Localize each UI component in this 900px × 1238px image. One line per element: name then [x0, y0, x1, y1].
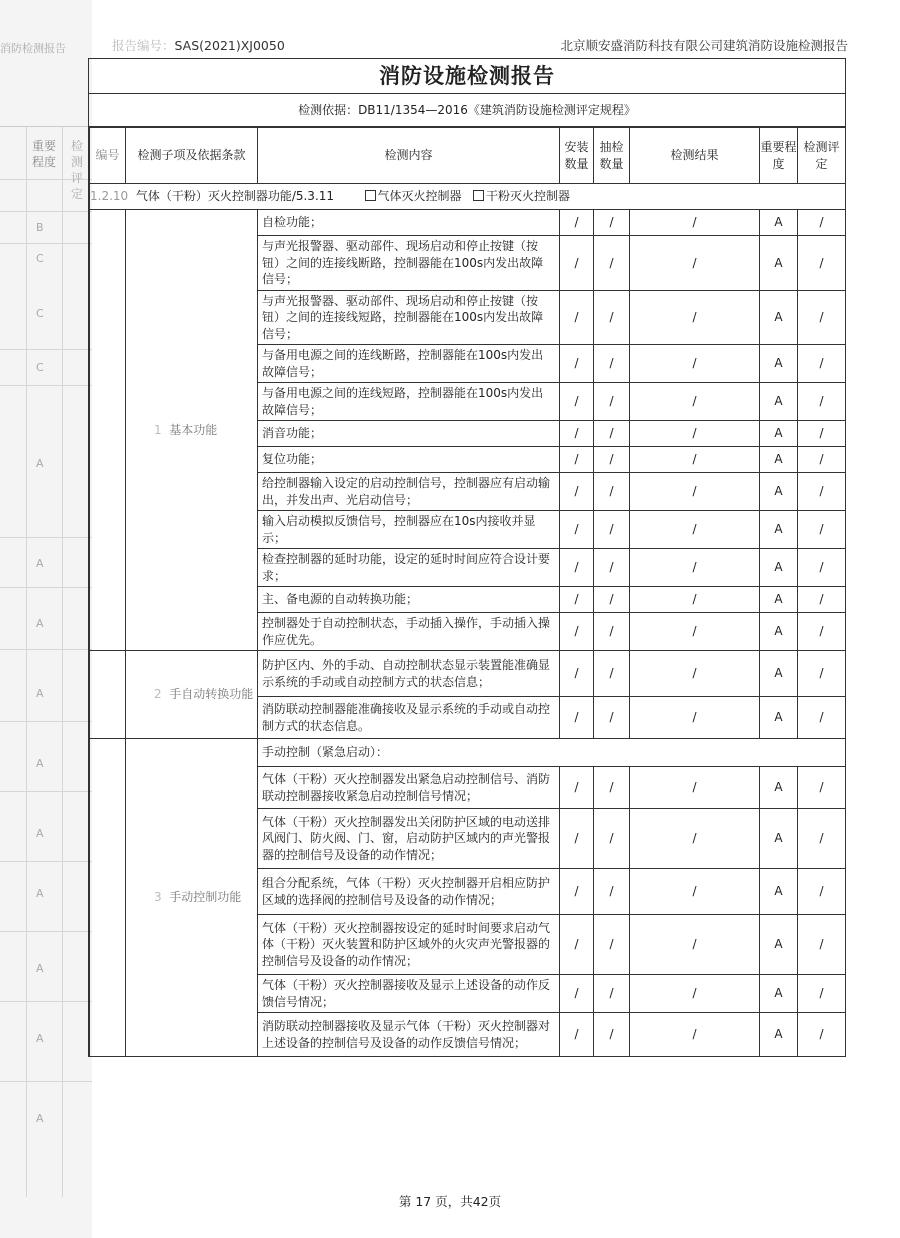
sample-qty-cell: / [594, 290, 630, 345]
install-qty-cell: / [560, 345, 594, 383]
sample-qty-cell: / [594, 1013, 630, 1057]
sample-qty-cell: / [594, 697, 630, 739]
ghost-grade: B [36, 221, 44, 234]
result-cell: / [630, 473, 760, 511]
rating-cell: / [798, 869, 846, 915]
ghost-row-line [0, 861, 92, 862]
checkbox-powder[interactable] [473, 190, 484, 201]
sub-item-label: 手动控制功能 [169, 890, 242, 905]
col-rating: 检测评定 [798, 128, 846, 184]
ghost-row-line [0, 1081, 92, 1082]
col-install-qty: 安装数量 [560, 128, 594, 184]
sub-item-number: 2 [154, 687, 162, 702]
rating-cell: / [798, 651, 846, 697]
col-importance: 重要程度 [760, 128, 798, 184]
ghost-row-line [0, 349, 92, 350]
importance-cell: A [760, 587, 798, 613]
importance-cell: A [760, 767, 798, 809]
result-cell: / [630, 236, 760, 291]
install-qty-cell: / [560, 915, 594, 975]
content-cell: 给控制器输入设定的启动控制信号，控制器应有启动输出，并发出声、光启动信号； [258, 473, 560, 511]
sub-item-number: 3 [154, 890, 162, 905]
sample-qty-cell: / [594, 383, 630, 421]
importance-cell: A [760, 809, 798, 869]
seq-cell [90, 651, 126, 739]
content-cell: 组合分配系统，气体（干粉）灭火控制器开启相应防护区域的选择阀的控制信号及设备的动作情况； [258, 869, 560, 915]
rating-cell: / [798, 236, 846, 291]
result-cell: / [630, 651, 760, 697]
result-cell: / [630, 975, 760, 1013]
install-qty-cell: / [560, 210, 594, 236]
content-cell: 气体（干粉）灭火控制器发出紧急启动控制信号、消防联动控制器接收紧急启动控制信号情况； [258, 767, 560, 809]
item-code: 1.2.10 [90, 189, 129, 204]
install-qty-cell: / [560, 447, 594, 473]
importance-cell: A [760, 383, 798, 421]
seq-cell [90, 210, 126, 651]
seq-cell [90, 739, 126, 1057]
ghost-grade: C [36, 307, 44, 320]
importance-cell: A [760, 345, 798, 383]
table-row [90, 651, 846, 697]
result-cell: / [630, 290, 760, 345]
report-number-label: 报告编号： [112, 38, 175, 53]
rating-cell: / [798, 975, 846, 1013]
install-qty-cell: / [560, 511, 594, 549]
table-row [90, 739, 846, 767]
ghost-importance-header: 重要程度 [31, 139, 56, 169]
result-cell: / [630, 383, 760, 421]
rating-cell: / [798, 697, 846, 739]
ghost-row-line [0, 587, 92, 588]
ghost-header: 消防检测报告 [0, 42, 66, 55]
ghost-row-line [0, 537, 92, 538]
result-cell: / [630, 869, 760, 915]
ghost-row-line [0, 931, 92, 932]
install-qty-cell: / [560, 473, 594, 511]
importance-cell: A [760, 869, 798, 915]
importance-cell: A [760, 549, 798, 587]
ghost-grade: A [36, 962, 44, 975]
result-cell: / [630, 511, 760, 549]
item-name: 气体（干粉）灭火控制器功能/5.3.11 [135, 189, 335, 204]
result-cell: / [630, 613, 760, 651]
importance-cell: A [760, 613, 798, 651]
report-title: 消防设施检测报告 [89, 59, 845, 94]
content-cell: 主、备电源的自动转换功能； [258, 587, 560, 613]
rating-cell: / [798, 345, 846, 383]
option-powder-label: 干粉灭火控制器 [486, 189, 571, 204]
rating-cell: / [798, 767, 846, 809]
sub-item-label: 手自动转换功能 [169, 687, 254, 702]
ghost-row-line [0, 243, 92, 244]
ghost-grade: A [36, 457, 44, 470]
install-qty-cell: / [560, 809, 594, 869]
result-cell: / [630, 421, 760, 447]
content-cell: 气体（干粉）灭火控制器按设定的延时时间要求启动气体（干粉）灭火装置和防护区域外的火灾声光警报器的控制信号及设备的动作情况； [258, 915, 560, 975]
content-cell: 气体（干粉）灭火控制器发出关闭防护区域的电动送排风阀门、防火阀、门、窗，启动防护区域内的声光警报器的控制信号及设备的动作情况； [258, 809, 560, 869]
importance-cell: A [760, 210, 798, 236]
result-cell: / [630, 210, 760, 236]
col-content: 检测内容 [258, 128, 560, 184]
install-qty-cell: / [560, 767, 594, 809]
result-cell: / [630, 809, 760, 869]
report-sheet [88, 58, 846, 1057]
content-cell: 气体（干粉）灭火控制器接收及显示上述设备的动作反馈信号情况； [258, 975, 560, 1013]
ghost-grade: C [36, 252, 44, 265]
ghost-grade: A [36, 827, 44, 840]
rating-cell: / [798, 383, 846, 421]
sample-qty-cell: / [594, 587, 630, 613]
ghost-col-line [26, 127, 27, 1197]
importance-cell: A [760, 447, 798, 473]
result-cell: / [630, 587, 760, 613]
col-result: 检测结果 [630, 128, 760, 184]
content-cell: 与备用电源之间的连线短路，控制器能在100s内发出故障信号； [258, 383, 560, 421]
sample-qty-cell: / [594, 869, 630, 915]
ghost-row-line [0, 649, 92, 650]
rating-cell: / [798, 290, 846, 345]
install-qty-cell: / [560, 421, 594, 447]
sample-qty-cell: / [594, 549, 630, 587]
sub-item-label: 基本功能 [169, 422, 218, 437]
col-sample-qty: 抽检数量 [594, 128, 630, 184]
result-cell: / [630, 345, 760, 383]
rating-cell: / [798, 511, 846, 549]
install-qty-cell: / [560, 383, 594, 421]
ghost-grade: A [36, 687, 44, 700]
ghost-row-line [0, 1001, 92, 1002]
ghost-col-line [62, 127, 63, 1197]
company-header: 北京顺安盛消防科技有限公司建筑消防设施检测报告 [560, 38, 848, 53]
sub-item-number: 1 [154, 422, 162, 437]
sample-qty-cell: / [594, 651, 630, 697]
install-qty-cell: / [560, 587, 594, 613]
install-qty-cell: / [560, 697, 594, 739]
result-cell: / [630, 697, 760, 739]
item-title-row [90, 184, 846, 210]
sample-qty-cell: / [594, 975, 630, 1013]
result-cell: / [630, 915, 760, 975]
rating-cell: / [798, 447, 846, 473]
result-cell: / [630, 549, 760, 587]
report-number [112, 36, 285, 54]
content-cell: 手动控制（紧急启动）： [258, 739, 846, 767]
sample-qty-cell: / [594, 511, 630, 549]
sample-qty-cell: / [594, 236, 630, 291]
ghost-table [0, 126, 92, 1197]
install-qty-cell: / [560, 236, 594, 291]
importance-cell: A [760, 473, 798, 511]
sample-qty-cell: / [594, 809, 630, 869]
rating-cell: / [798, 473, 846, 511]
sub-item-cell [126, 651, 258, 739]
importance-cell: A [760, 421, 798, 447]
rating-cell: / [798, 1013, 846, 1057]
sample-qty-cell: / [594, 915, 630, 975]
importance-cell: A [760, 651, 798, 697]
install-qty-cell: / [560, 651, 594, 697]
ghost-row-line [0, 211, 92, 212]
checkbox-gas[interactable] [365, 190, 376, 201]
sample-qty-cell: / [594, 613, 630, 651]
content-cell: 防护区内、外的手动、自动控制状态显示装置能准确显示系统的手动或自动控制方式的状态信息； [258, 651, 560, 697]
result-cell: / [630, 1013, 760, 1057]
result-cell: / [630, 447, 760, 473]
table-body [90, 210, 846, 1057]
previous-page-shadow [0, 0, 92, 1238]
sample-qty-cell: / [594, 210, 630, 236]
ghost-grade: A [36, 617, 44, 630]
option-gas-label: 气体灭火控制器 [377, 189, 462, 204]
content-cell: 复位功能； [258, 447, 560, 473]
result-cell: / [630, 767, 760, 809]
sub-item-cell [126, 739, 258, 1057]
importance-cell: A [760, 290, 798, 345]
ghost-row-line [0, 791, 92, 792]
importance-cell: A [760, 697, 798, 739]
sample-qty-cell: / [594, 345, 630, 383]
content-cell: 控制器处于自动控制状态，手动插入操作，手动插入操作应优先。 [258, 613, 560, 651]
importance-cell: A [760, 915, 798, 975]
rating-cell: / [798, 613, 846, 651]
content-cell: 与声光报警器、驱动部件、现场启动和停止按键（按钮）之间的连接线短路，控制器能在100s内发出故障信号； [258, 290, 560, 345]
importance-cell: A [760, 975, 798, 1013]
content-cell: 输入启动模拟反馈信号，控制器应在10s内接收并显示； [258, 511, 560, 549]
install-qty-cell: / [560, 869, 594, 915]
ghost-rating-header: 检测评定 [70, 139, 83, 201]
install-qty-cell: / [560, 290, 594, 345]
content-cell: 自检功能； [258, 210, 560, 236]
ghost-grade: A [36, 1112, 44, 1125]
importance-cell: A [760, 511, 798, 549]
table-row [90, 210, 846, 236]
sample-qty-cell: / [594, 447, 630, 473]
content-cell: 消防联动控制器能准确接收及显示系统的手动或自动控制方式的状态信息。 [258, 697, 560, 739]
rating-cell: / [798, 210, 846, 236]
install-qty-cell: / [560, 549, 594, 587]
importance-cell: A [760, 236, 798, 291]
content-cell: 与备用电源之间的连线断路，控制器能在100s内发出故障信号； [258, 345, 560, 383]
ghost-row-line [0, 385, 92, 386]
install-qty-cell: / [560, 1013, 594, 1057]
content-cell: 消音功能； [258, 421, 560, 447]
sub-item-cell [126, 210, 258, 651]
rating-cell: / [798, 549, 846, 587]
inspection-table [89, 127, 846, 1057]
content-cell: 消防联动控制器接收及显示气体（干粉）灭火控制器对上述设备的控制信号及设备的动作反馈信号情况； [258, 1013, 560, 1057]
ghost-grade: A [36, 1032, 44, 1045]
ghost-grade: C [36, 361, 44, 374]
sample-qty-cell: / [594, 473, 630, 511]
content-cell: 与声光报警器、驱动部件、现场启动和停止按键（按钮）之间的连接线断路，控制器能在100s内发出故障信号； [258, 236, 560, 291]
install-qty-cell: / [560, 975, 594, 1013]
ghost-grade: A [36, 557, 44, 570]
rating-cell: / [798, 915, 846, 975]
install-qty-cell: / [560, 613, 594, 651]
sample-qty-cell: / [594, 421, 630, 447]
importance-cell: A [760, 1013, 798, 1057]
rating-cell: / [798, 809, 846, 869]
report-number-value: SAS(2021)XJ0050 [174, 38, 285, 53]
ghost-grade: A [36, 757, 44, 770]
content-cell: 检查控制器的延时功能，设定的延时时间应符合设计要求； [258, 549, 560, 587]
col-sub-item: 检测子项及依据条款 [126, 128, 258, 184]
test-basis: 检测依据：DB11/1354—2016《建筑消防设施检测评定规程》 [89, 94, 845, 127]
rating-cell: / [798, 421, 846, 447]
col-seq: 编号 [90, 128, 126, 184]
item-title [90, 184, 846, 210]
sample-qty-cell: / [594, 767, 630, 809]
ghost-row-line [0, 721, 92, 722]
table-header-row [90, 128, 846, 184]
rating-cell: / [798, 587, 846, 613]
ghost-grade: A [36, 887, 44, 900]
page-number: 第 17 页，共42页 [398, 1194, 502, 1209]
